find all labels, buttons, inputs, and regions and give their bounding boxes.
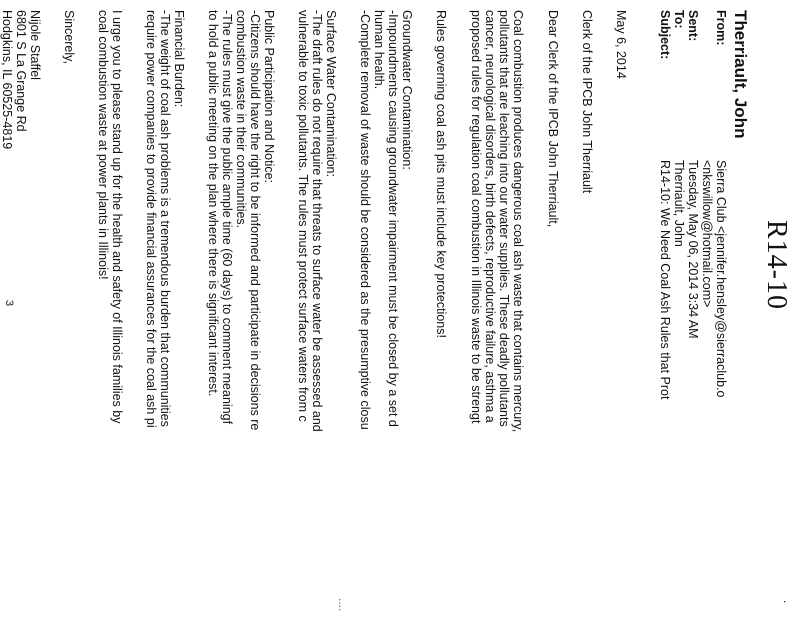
- subject-value: R14-10: We Need Coal Ash Rules that Prot: [658, 160, 672, 400]
- signer-name: Nijole Staffel: [28, 10, 42, 80]
- sender-name: Therriault, John: [731, 10, 750, 139]
- surface-line: -The draft rules do not require that threats to surface water be assessed and: [310, 10, 324, 432]
- intro-line: Coal combustion produces dangerous coal ash waste that contains mercury,: [511, 10, 525, 433]
- sent-value: Tuesday, May 06, 2014 3:34 AM: [686, 160, 700, 339]
- participation-line: combustion waste in their communities.: [234, 10, 248, 229]
- letter-date: May 6, 2014: [614, 10, 628, 79]
- to-label: To:: [672, 10, 686, 29]
- surface-heading: Surface Water Contamination:: [324, 10, 338, 177]
- participation-heading: Public Participation and Notice:: [262, 10, 276, 184]
- groundwater-line: human health.: [372, 10, 386, 90]
- groundwater-heading: Groundwater Contamination:: [400, 10, 414, 170]
- to-value: Therriault, John: [672, 160, 686, 247]
- intro-line: cancer, neurological disorders, birth defects, reproductive failure, asthma a: [483, 10, 497, 423]
- subject-label: Subject:: [658, 10, 672, 60]
- margin-mark: ....: [336, 598, 350, 612]
- financial-line: -The weight of coal ash problems is a tremendous burden that communities: [158, 10, 172, 427]
- closing-line: coal combustion waste at power plants in Illinois!: [96, 10, 110, 280]
- salutation: Dear Clerk of the IPCB John Therriault,: [546, 10, 560, 228]
- financial-line: require power companies to provide financial assurances for the coal ash pi: [144, 10, 158, 428]
- page-number: 3: [3, 300, 15, 307]
- intro-line: pollutants that are leaching into our water supplies. These deadly pollutants: [497, 10, 511, 427]
- rules-intro: Rules governing coal ash pits must include key protections!: [434, 10, 448, 338]
- signer-city: Hodgkins, IL 60525-4819: [0, 10, 14, 150]
- closing-line: I urge you to please stand up for the health and safety of Illinois families by: [110, 10, 124, 424]
- from-value: Sierra Club <jennifer.hensley@sierraclub.o: [714, 160, 728, 398]
- from-value-email: <nkswillow@hotmail.com>: [700, 160, 714, 308]
- docket-number: R14-10: [761, 220, 792, 310]
- groundwater-line: -Complete removal of waste should be considered as the presumptive closu: [358, 10, 372, 430]
- groundwater-line: -Impoundments causing groundwater impairment must be closed by a set d: [386, 10, 400, 427]
- sent-label: Sent:: [686, 10, 700, 42]
- addressee: Clerk of the IPCB John Therriault: [580, 10, 594, 194]
- surface-line: vulnerable to toxic pollutants. The rules must protect surface waters from c: [296, 10, 310, 422]
- intro-line: proposed rules for regulation coal combustion in Illinois waste to be strengt: [469, 10, 483, 424]
- participation-line: to hold a public meeting on the plan where there is significant interest.: [206, 10, 220, 397]
- financial-heading: Financial Burden:: [172, 10, 186, 108]
- participation-line: -The rules must give the public ample time (60 days) to comment meaningf: [220, 10, 234, 425]
- participation-line: -Citizens should have the right to be informed and participate in decisions re: [248, 10, 262, 431]
- signer-street: 6801 S La Grange Rd: [14, 10, 28, 132]
- from-label: From:: [714, 10, 728, 46]
- signoff: Sincerely,: [62, 10, 76, 64]
- corner-mark: .: [781, 600, 795, 604]
